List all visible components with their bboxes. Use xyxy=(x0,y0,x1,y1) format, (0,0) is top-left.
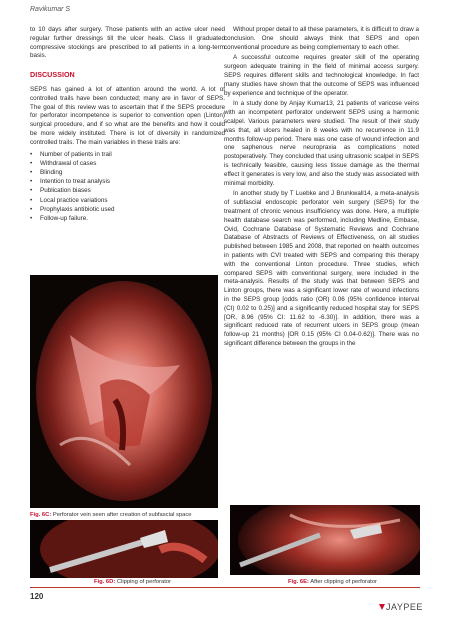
running-header-author: Ravikumar S xyxy=(30,6,71,13)
figure-6c-text: Perforator vein seen after creation of subfascial space xyxy=(52,512,192,518)
list-item: • Withdrawal of cases xyxy=(30,159,225,168)
list-item: • Follow-up failure. xyxy=(30,214,225,223)
list-item: • Publication biases xyxy=(30,186,225,195)
intro-paragraph: to 10 days after surgery. Those patients with an active ulcer need regular further dressings till the ulcer heals. Class II graduated compressive stockings are prescribed to all patients in a long-term basis. xyxy=(30,26,225,60)
list-item: • Blinding xyxy=(30,168,225,177)
figure-6e-caption xyxy=(288,579,377,585)
paragraph-4: In another study by T Luebke and J Brunkwall14, a meta-analysis of subfascial endoscopic perforator vein surgery (SEPS) for the treatment of chronic venous insufficiency was done. Here, a multiple health database search was performed, including Medline, Embase, Ovid, Cochrane Database of Systematic Reviews and Cochrane Database of Abstracts of Reviews of Effectiveness, on all studies published between 1985 and 2008, that reported on health outcomes in patients with CVI treated with SEPS and comparing this therapy with the conventional Linton procedure. Three studies, which compared SEPS with conventional surgery, were included in the meta-analysis. Results of the study was that between SEPS and Linton groups, there was a significant lower rate of wound infections in the SEPS group [odds ratio (OR) 0.06 (95% confidence interval (CI) 0.02 to 0.25)] and a significantly reduced hospital stay for SEPS [OR, 8.96 (95% CI: 11.62 to -6.30)]. In addition, there was a significant reduced rate of recurrent ulcers in SEPS group (mean follow-up 21 months) [OR 0.15 (95% CI 0.04-0.62)]. There was no significant difference between the groups in the xyxy=(224,190,419,347)
paragraph-2: A successful outcome requires greater skill of the operating surgeon adequate training in the field of minimal access surgery. SEPS requires different skills and technological knowledge. In fact many studies have shown that the outcome of SEPS was influenced by experience and technique of the operator. xyxy=(224,54,419,97)
figure-6d-text: Clipping of perforator xyxy=(116,579,172,585)
list-item: • Local practice variations xyxy=(30,196,225,205)
left-text-column xyxy=(30,26,225,223)
paragraph-1: Without proper detail to all these parameters, it is difficult to draw a conclusion. One should always think that SEPS and open conventional procedure as being complementary to each other. xyxy=(224,26,419,51)
figure-6c-label: Fig. 6C: xyxy=(30,512,52,518)
discussion-paragraph: SEPS has gained a lot of attention around the world. A lot of controlled trails have been conducted; many are in favor of SEPS. The goal of this review was to ascertain that if the SEPS procedure for perforator incompetence is superior to convention open (Linton) surgical procedure, and if so what are the benefits and how it could be more widely instituted. There is lot of diversity in randomized controlled trails. The main variables in these trails are: xyxy=(30,85,225,146)
publisher-brand: JAYPEE xyxy=(386,602,423,612)
discussion-heading: DISCUSSION xyxy=(30,70,75,80)
page-number: 120 xyxy=(30,592,44,601)
figure-6c-caption xyxy=(30,512,225,518)
figure-6e-text: After clipping of perforator xyxy=(310,579,377,585)
list-item: • Number of patients in trail xyxy=(30,150,225,159)
paragraph-3: In a study done by Anjay Kumar13, 21 patients of varicose veins with an incompetent perforator underwent SEPS using a harmonic scalpel. Various parameters were studied. The result of their study was that, all ulcers healed in 8 weeks with no recurrence in 11.9 months follow-up period. There was one case of wound infection and one saphenous nerve neuropraxia as complications noted postoperatively. They concluded that using ultrasonic scalpel in SEPS is technically feasible, causing less tissue damage as the thermal effect it generates is very low, and also the study was associated with minimal morbidity. xyxy=(224,100,419,187)
list-item: • Prophylaxis antibiotic used xyxy=(30,205,225,214)
figure-6d-label: Fig. 6D: xyxy=(94,579,116,585)
figure-6d-caption xyxy=(94,579,171,585)
footer-divider xyxy=(30,587,420,588)
list-item: • Intention to treat analysis xyxy=(30,177,225,186)
right-text-column xyxy=(224,26,419,351)
figure-6e-image xyxy=(230,505,420,575)
figure-6e-label: Fig. 6E: xyxy=(288,579,309,585)
jaypee-logo-icon xyxy=(378,603,386,611)
variables-list xyxy=(30,150,225,224)
figure-6d-image xyxy=(30,520,218,578)
figure-6c-image xyxy=(30,275,218,508)
